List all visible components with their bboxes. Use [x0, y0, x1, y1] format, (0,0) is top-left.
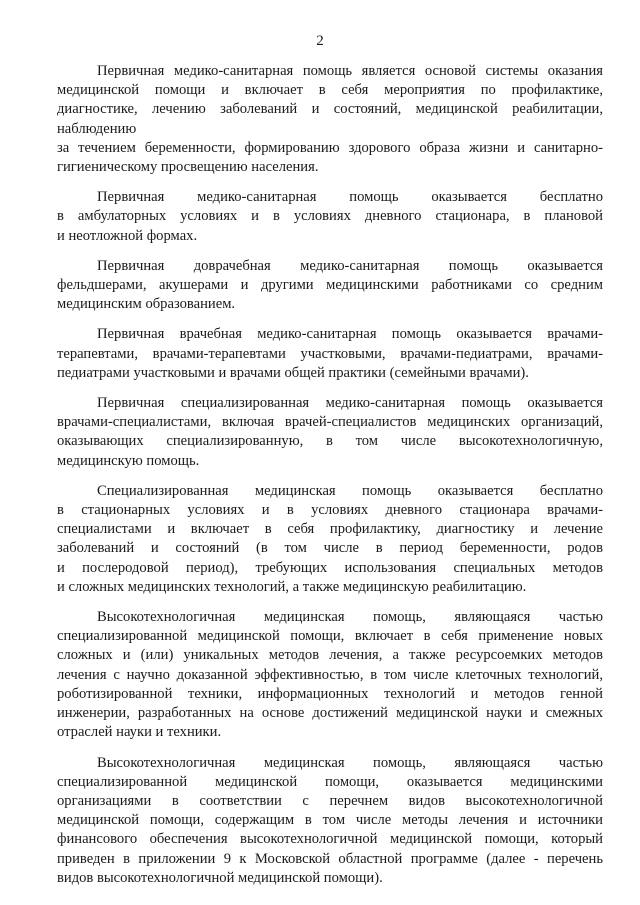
text-line: фельдшерами, акушерами и другими медицинскими работниками со средним — [57, 277, 603, 294]
text-line: Первичная специализированная медико-санитарная помощь оказывается — [97, 395, 603, 412]
page-number: 2 — [316, 33, 324, 49]
text-line: педиатрами участковыми и врачами общей практики (семейными врачами). — [57, 364, 529, 381]
text-line: медицинской помощи, содержащим в том числе методы лечения и источники — [57, 812, 603, 829]
paragraph-physician-care — [57, 325, 603, 383]
text-line: диагностике, лечению заболеваний и состояний, медицинской реабилитации, — [57, 101, 603, 118]
text-line: Первичная доврачебная медико-санитарная помощь оказывается — [97, 257, 603, 274]
text-line: и сложных медицинских технологий, а также медицинскую реабилитацию. — [57, 578, 527, 595]
text-line: специализированной медицинской помощи, оказывается медицинскими — [57, 773, 603, 790]
text-line: за течением беременности, формированию здорового образа жизни и санитарно- — [57, 139, 603, 156]
text-line: медицинским образованием. — [57, 296, 236, 313]
text-line: специалистами и включает в себя профилактику, диагностику и лечение — [57, 521, 603, 538]
text-line: лечения с научно доказанной эффективностью, в том числе клеточных технологий, — [57, 666, 603, 683]
text-line: врачами-специалистами, включая врачей-специалистов медицинских организаций, — [57, 414, 603, 431]
text-line: медицинской помощи и включает в себя мероприятия по профилактике, — [57, 82, 603, 99]
text-line: Первичная медико-санитарная помощь является основой системы оказания — [97, 63, 603, 79]
text-line: Первичная медико-санитарная помощь оказывается бесплатно — [97, 189, 603, 206]
text-line: инженерии, разработанных на основе достижений медицинской науки и смежных — [57, 705, 603, 722]
text-line: в стационарных условиях и в условиях дневного стационара врачами- — [57, 502, 603, 519]
text-line: медицинскую помощь. — [57, 452, 200, 469]
document-body — [57, 62, 603, 888]
paragraph-high-tech-care-provision — [57, 754, 603, 888]
text-line: роботизированной техники, информационных технологий и методов генной — [57, 685, 603, 702]
text-line: финансового обеспечения высокотехнологичной медицинской помощи, который — [57, 831, 603, 848]
text-line: гигиеническому просвещению населения. — [57, 159, 319, 176]
text-line: Специализированная медицинская помощь оказывается бесплатно — [97, 482, 603, 499]
text-line: специализированной медицинской помощи, включает в себя применение новых — [57, 628, 603, 645]
text-line: и неотложной формах. — [57, 227, 198, 244]
text-line: организациями в соответствии с перечнем видов высокотехнологичной — [57, 792, 603, 809]
text-line: терапевтами, врачами-терапевтами участковыми, врачами-педиатрами, врачами- — [57, 345, 603, 362]
paragraph-high-tech-care-definition — [57, 608, 603, 742]
text-line: Высокотехнологичная медицинская помощь, являющаяся частью — [97, 609, 603, 626]
text-line: заболеваний и состояний (в том числе в период беременности, родов — [57, 540, 603, 557]
text-line: и послеродовой период), требующих использования специальных методов — [57, 559, 603, 576]
text-line: наблюдению — [57, 120, 137, 137]
paragraph-specialized-care — [57, 482, 603, 597]
text-line: в амбулаторных условиях и в условиях дневного стационара, в плановой — [57, 208, 603, 225]
text-line: Первичная врачебная медико-санитарная помощь оказывается врачами- — [97, 326, 603, 343]
text-line: Высокотехнологичная медицинская помощь, являющаяся частью — [97, 754, 603, 771]
text-line: сложных и (или) уникальных методов лечения, а также ресурсоемких методов — [57, 647, 603, 664]
text-line: оказывающих специализированную, в том числе высокотехнологичную, — [57, 433, 603, 450]
paragraph-primary-care — [57, 62, 603, 177]
paragraph-pre-medical-care — [57, 257, 603, 315]
text-line: видов высокотехнологичной медицинской помощи). — [57, 869, 383, 886]
text-line: отраслей науки и техники. — [57, 724, 222, 741]
paragraph-specialized-primary-care — [57, 394, 603, 471]
paragraph-primary-care-free — [57, 188, 603, 246]
text-line: приведен в приложении 9 к Московской областной программе (далее - перечень — [57, 850, 603, 867]
